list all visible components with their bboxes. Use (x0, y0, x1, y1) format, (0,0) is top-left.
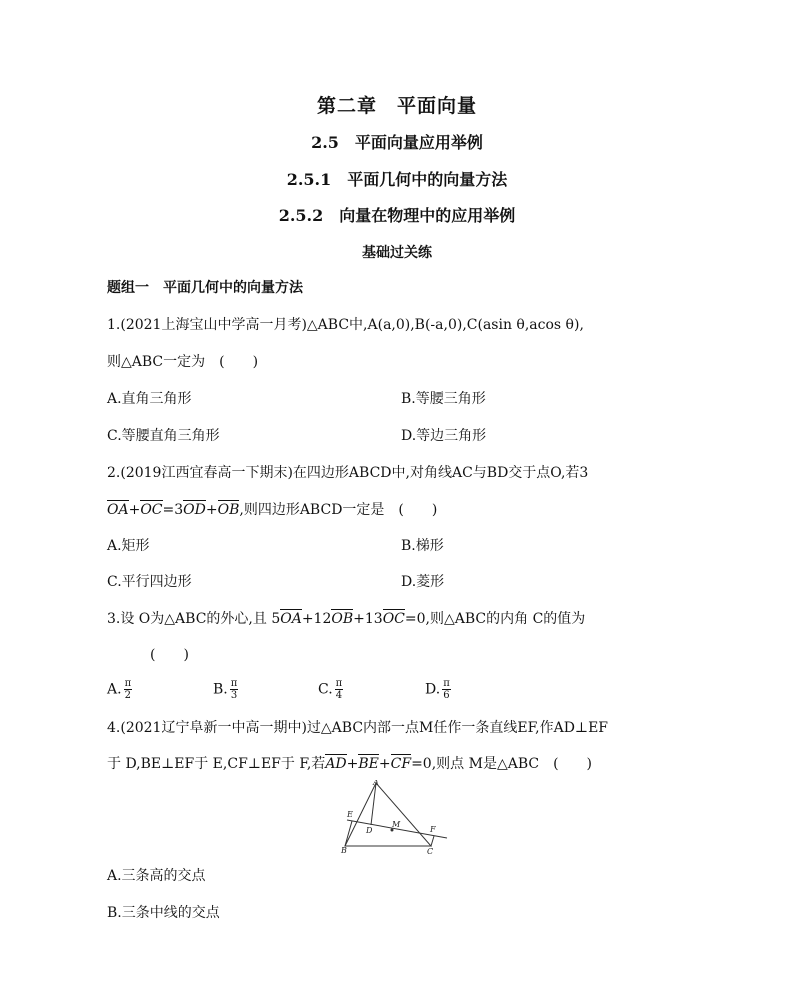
vector-oa: OA (280, 611, 302, 627)
vector-ob: OB (217, 502, 240, 518)
vector-od: OD (183, 502, 206, 518)
q3-answer-paren: ( ) (150, 647, 189, 663)
subsection-title-2: 2.5.2 向量在物理中的应用举例 (278, 206, 516, 225)
label-m: M (392, 820, 401, 829)
vector-oa: OA (107, 502, 129, 518)
triangle-abc (345, 783, 431, 846)
q4-stem-line1: 4.(2021辽宁阜新一中高一期中)过△ABC内部一点M任作一条直线EF,作AD⊥EF (107, 720, 609, 736)
exercise-heading: 基础过关练 (362, 245, 432, 261)
vector-oc: OC (140, 502, 163, 518)
q3-option-a: A. $\frac{\pi}{2}$ (107, 678, 132, 701)
q4-plus-2: + (378, 756, 391, 772)
section-title: 2.5 平面向量应用举例 (311, 133, 483, 152)
q3-coef-13: +13 (353, 611, 383, 627)
q1-stem-line1: 1.(2021上海宝山中学高一月考)△ABC中,A(a,0),B(-a,0),C(asin θ,acos θ), (107, 317, 584, 333)
chapter-title: 第二章 平面向量 (316, 95, 477, 117)
q4-plus-1: + (346, 756, 359, 772)
q2-option-b: B.梯形 (401, 538, 444, 554)
q2-option-a: A.矩形 (107, 538, 150, 554)
label-e: E (347, 810, 353, 819)
label-f: F (430, 825, 436, 834)
q2-stem-tail: ,则四边形ABCD一定是 ( ) (239, 502, 438, 518)
q4-stem-line2 (107, 753, 592, 773)
subsection-title-1: 2.5.1 平面几何中的向量方法 (286, 170, 508, 189)
q4-stem-tail: =0,则点 M是△ABC ( ) (411, 756, 593, 772)
q1-option-c: C.等腰直角三角形 (107, 428, 220, 444)
vector-cf: CF (390, 756, 412, 772)
q1-option-d: D.等边三角形 (401, 428, 487, 444)
q2-stem-line2 (107, 499, 437, 519)
q2-equals: =3 (162, 502, 184, 518)
q3-stem-pre: 3.设 O为△ABC的外心,且 5 (107, 611, 281, 627)
label-d: D (366, 826, 373, 835)
segment-cf (431, 836, 434, 846)
q2-stem-line1: 2.(2019江西宜春高一下期末)在四边形ABCD中,对角线AC与BD交于点O,若3 (107, 465, 589, 481)
q4-option-b: B.三条中线的交点 (107, 905, 220, 921)
q3-option-b: B. $\frac{\pi}{3}$ (213, 678, 238, 701)
q4-option-a: A.三条高的交点 (107, 868, 206, 884)
q2-option-d: D.菱形 (401, 574, 445, 590)
label-a: A (373, 780, 379, 787)
question-group-heading: 题组一 平面几何中的向量方法 (107, 280, 303, 296)
vector-ad: AD (325, 756, 347, 772)
q1-option-a: A.直角三角形 (107, 391, 192, 407)
q2-option-c: C.平行四边形 (107, 574, 192, 590)
q2-plus-1: + (128, 502, 141, 518)
label-c: C (427, 847, 434, 855)
q3-stem-tail: =0,则△ABC的内角 C的值为 (404, 611, 586, 627)
vector-oc: OC (382, 611, 405, 627)
q3-stem (107, 608, 585, 628)
q2-plus-2: + (205, 502, 218, 518)
vector-ob: OB (331, 611, 354, 627)
q3-option-c: C. $\frac{\pi}{4}$ (318, 678, 343, 701)
q4-stem-pre: 于 D,BE⊥EF于 E,CF⊥EF于 F,若 (107, 756, 326, 772)
q1-stem-line2: 则△ABC一定为 ( ) (107, 354, 259, 370)
label-b: B (341, 846, 347, 855)
vector-be: BE (358, 756, 379, 772)
q1-option-b: B.等腰三角形 (401, 391, 486, 407)
triangle-figure (335, 780, 460, 855)
q3-option-d: D. $\frac{\pi}{6}$ (425, 678, 450, 701)
segment-ad (371, 783, 376, 825)
q3-coef-12: +12 (301, 611, 332, 627)
